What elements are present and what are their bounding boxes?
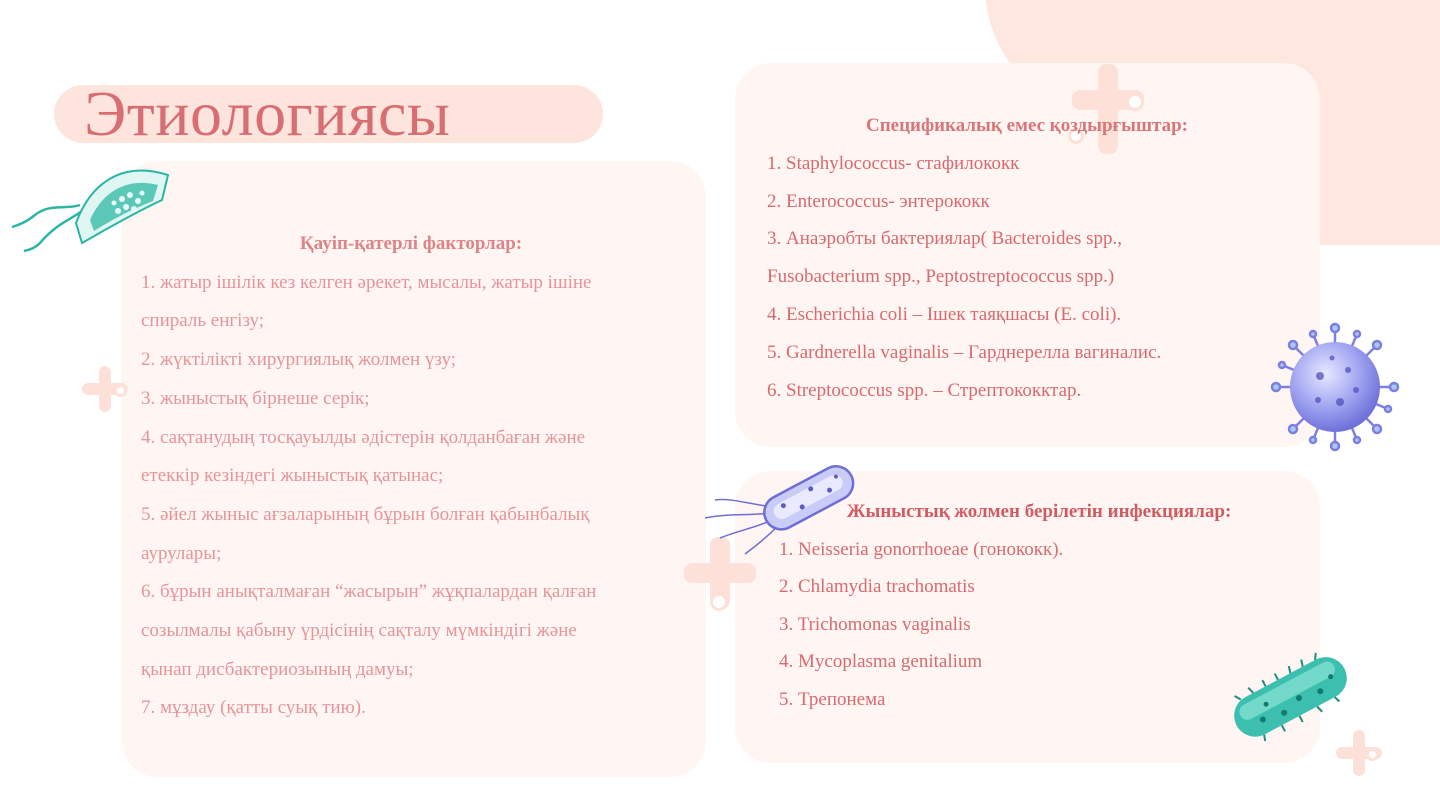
list-item: 1. жатыр ішілік кез келген әрекет, мысалы, жатыр ішіне <box>141 271 592 293</box>
list-item: 3. жыныстық бірнеше серік; <box>141 387 370 409</box>
list-item: 5. Трепонема <box>779 688 886 710</box>
virus-icon <box>1268 318 1402 456</box>
list-item: қынап дисбактериозының дамуы; <box>141 658 414 680</box>
bacterium-teal-icon <box>10 155 175 255</box>
bacillus-purple-icon <box>700 458 860 558</box>
list-item: 5. Gardnerella vaginalis – Гарднерелла вагиналис. <box>767 341 1162 363</box>
list-item: 3. Анаэробты бактериялар( Bacteroides spp., <box>767 228 1123 250</box>
list-item: 4. сақтанудың тосқауылды әдістерін қолданбаған және <box>141 426 586 448</box>
risk-factors-heading: Қауіп-қатерлі факторлар: <box>299 233 523 254</box>
list-item: 1. Neisseria gonorrhoeae (гонококк). <box>779 538 1064 560</box>
list-item: созылмалы қабыну үрдісінің сақталу мүмкіндігі және <box>141 620 577 642</box>
list-item: 6. бұрын анықталмаған “жасырын” жұқпалардан қалған <box>141 581 597 603</box>
list-item: 6. Streptococcus spp. – Стрептококктар. <box>767 379 1082 401</box>
list-item: аурулары; <box>141 542 222 564</box>
list-item: 7. мұздау (қатты суық тию). <box>141 697 366 719</box>
list-item: 4. Mycoplasma genitalium <box>779 651 983 672</box>
bacillus-teal-icon <box>1225 648 1355 744</box>
sti-heading: Жыныстық жолмен берілетін инфекциялар: <box>846 501 1232 522</box>
plus-decor-icon <box>82 366 128 412</box>
list-item: Fusobacterium spp., Peptostreptococcus spp.) <box>767 266 1115 288</box>
nonspecific-heading: Спецификалық емес қоздырғыштар: <box>865 115 1189 136</box>
page-title: Этиологиясы <box>84 78 451 149</box>
list-item: 2. жүктілікті хирургиялық жолмен үзу; <box>141 349 457 371</box>
list-item: 3. Trichomonas vaginalis <box>779 613 971 635</box>
risk-factors-block <box>141 225 681 728</box>
list-item: 2. Enterococcus- энтерококк <box>767 190 990 212</box>
list-item: 1. Staphylococcus- стафилококк <box>767 152 1020 174</box>
list-item: 4. Escherichia coli – Ішек таяқшасы (E. coli). <box>767 303 1122 325</box>
list-item: спираль енгізу; <box>141 310 265 332</box>
list-item: 2. Chlamydia trachomatis <box>779 576 975 597</box>
list-item: 5. әйел жыныс ағзаларының бұрын болған қабынбалық <box>141 503 590 525</box>
nonspecific-pathogens-block <box>767 107 1287 409</box>
list-item: етеккір кезіндегі жыныстық қатынас; <box>141 465 444 487</box>
